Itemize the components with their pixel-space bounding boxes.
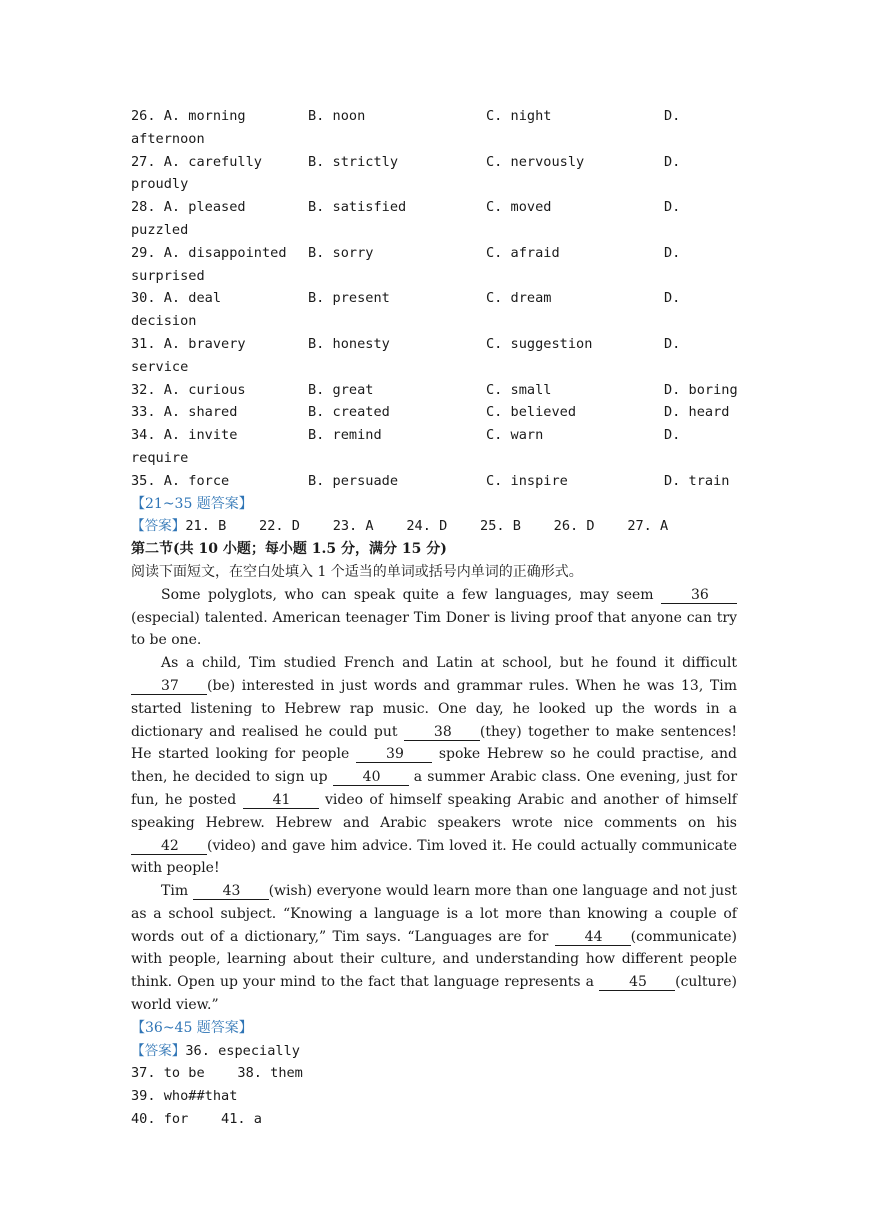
option-c: C. afraid <box>486 244 560 261</box>
blank-40[interactable]: 40 <box>333 769 409 786</box>
answer-header-36-45: 【36~45 题答案】 <box>131 1019 253 1036</box>
question-row <box>131 287 737 310</box>
option-a: A. carefully <box>163 153 262 170</box>
document-content <box>131 105 737 1131</box>
question-number-and-option-a <box>131 151 262 174</box>
option-b: B. noon <box>308 108 366 124</box>
answer-line-37-38: 37. to be 38. them <box>131 1065 303 1082</box>
option-b: B. present <box>308 290 390 307</box>
blank-36[interactable]: 36 <box>661 587 737 604</box>
question-number: 35. <box>131 472 156 489</box>
option-d: D. <box>664 335 681 352</box>
passage-text: (they) together to make sentences! He started looking for people <box>131 723 738 763</box>
option-c: C. warn <box>486 427 544 444</box>
answer-label: 【答案】 <box>131 518 186 535</box>
question-number: 30. <box>131 290 156 307</box>
passage-text: Some polyglots, who can speak quite a few languages, may seem <box>161 586 654 603</box>
blank-39[interactable]: 39 <box>356 746 432 763</box>
option-d: D. boring <box>664 381 738 398</box>
option-d: D. <box>664 244 681 261</box>
question-row <box>131 470 737 493</box>
option-d: D. heard <box>664 404 730 421</box>
blank-41[interactable]: 41 <box>243 792 319 809</box>
option-d: D. <box>664 427 681 444</box>
passage-text: a summer Arabic class. One evening, just for fun, he posted <box>131 769 738 808</box>
option-a: A. disappointed <box>163 244 287 261</box>
passage-text: As a child, Tim studied French and Latin at school, but he found it difficult <box>161 655 737 672</box>
question-row <box>131 333 737 356</box>
option-c: C. believed <box>486 404 577 421</box>
option-b: B. persuade <box>308 472 399 489</box>
passage-text: spoke Hebrew so he could practise, and then, he decided to sign up <box>131 746 738 786</box>
blank-37[interactable]: 37 <box>131 678 207 695</box>
question-number-and-option-a <box>131 287 221 310</box>
answer-line-39: 39. who##that <box>131 1088 238 1105</box>
passage-text: (especial) talented. American teenager Tim Doner is living proof that anyone can try to be one. <box>131 609 737 649</box>
option-a: A. curious <box>163 381 246 398</box>
option-c: C. night <box>486 108 552 124</box>
option-a: A. shared <box>163 404 238 421</box>
question-number: 34. <box>131 427 156 444</box>
option-d-wrapped-text: proudly <box>131 176 189 193</box>
option-b: B. honesty <box>308 335 390 352</box>
option-a: A. morning <box>163 108 246 124</box>
passage-paragraph-1 <box>131 584 737 652</box>
option-c: C. dream <box>486 290 552 307</box>
option-a: A. bravery <box>163 335 246 352</box>
option-d: D. <box>664 290 681 307</box>
option-b: B. remind <box>308 427 382 444</box>
blank-42[interactable]: 42 <box>131 838 207 855</box>
question-row <box>131 242 737 265</box>
option-d: D. <box>664 108 681 124</box>
blank-45[interactable]: 45 <box>599 974 675 991</box>
question-row <box>131 196 737 219</box>
passage-text: (wish) everyone would learn more than one language and not just as a school subject. “Knowing a language is a lot more than knowing a couple of words out of a dictionary,” Tim says. “Languages are for <box>131 883 738 945</box>
question-number-and-option-a <box>131 196 246 219</box>
question-number: 29. <box>131 244 156 261</box>
question-number: 31. <box>131 335 156 352</box>
option-c: C. small <box>486 381 552 398</box>
answer-line-40-41: 40. for 41. a <box>131 1111 262 1128</box>
option-d-wrapped-text: decision <box>131 313 197 330</box>
passage-paragraph-3 <box>131 880 737 1017</box>
blank-38[interactable]: 38 <box>404 724 480 741</box>
multiple-choice-list <box>131 105 737 493</box>
question-number: 27. <box>131 153 156 170</box>
option-b: B. strictly <box>308 153 399 170</box>
option-b: B. created <box>308 404 390 421</box>
question-number: 28. <box>131 199 156 216</box>
option-d-wrapped-text: service <box>131 358 189 375</box>
question-number-and-option-a <box>131 470 229 493</box>
question-row <box>131 151 737 174</box>
question-number: 26. <box>131 108 156 124</box>
option-d: D. train <box>664 472 730 489</box>
option-b: B. sorry <box>308 244 374 261</box>
question-row <box>131 105 737 128</box>
option-d-wrapped-text: require <box>131 449 189 466</box>
answer-text: 21. B 22. D 23. A 24. D 25. B 26. D 27. A <box>185 518 669 535</box>
question-number-and-option-a <box>131 401 237 424</box>
passage-text: Tim <box>161 883 189 900</box>
answer-line-36 <box>131 1040 737 1063</box>
passage-text: (communicate) with people, learning about their culture, and understanding how different people think. Open up your mind to the fact that language represents a <box>131 928 738 991</box>
option-d: D. <box>664 199 681 216</box>
passage-text: video of himself speaking Arabic and another of himself speaking Hebrew. Hebrew and Arabic speakers wrote nice comments on his <box>131 791 737 831</box>
question-number-and-option-a <box>131 105 246 128</box>
answer-line-21-35 <box>131 515 737 538</box>
answer-header-21-35: 【21~35 题答案】 <box>131 495 253 512</box>
option-b: B. satisfied <box>308 199 407 216</box>
passage-paragraph-2 <box>131 652 737 880</box>
answer-label: 【答案】 <box>131 1042 186 1059</box>
option-d-wrapped-text: surprised <box>131 267 205 284</box>
question-number: 33. <box>131 404 156 421</box>
option-a: A. invite <box>163 427 238 444</box>
blank-44[interactable]: 44 <box>555 929 631 946</box>
question-number-and-option-a <box>131 242 287 265</box>
passage-text: (culture) world view.” <box>131 974 738 1014</box>
question-row <box>131 379 737 402</box>
option-a: A. pleased <box>163 199 246 216</box>
question-number-and-option-a <box>131 424 237 447</box>
section-instruction: 阅读下面短文，在空白处填入 1 个适当的单词或括号内单词的正确形式。 <box>131 563 583 580</box>
option-c: C. inspire <box>486 472 568 489</box>
option-a: A. force <box>163 472 230 489</box>
option-a: A. deal <box>163 290 222 307</box>
question-row <box>131 424 737 447</box>
option-b: B. great <box>308 381 374 398</box>
option-d-wrapped-text: afternoon <box>131 130 205 147</box>
question-number-and-option-a <box>131 333 246 356</box>
option-d: D. <box>664 153 681 170</box>
question-row <box>131 401 737 424</box>
option-c: C. moved <box>486 199 552 216</box>
option-d-wrapped-text: puzzled <box>131 221 189 238</box>
passage-text: (be) interested in just words and grammar rules. When he was 13, Tim started listening to Hebrew rap music. One day, he looked up the words in a dictionary and realised he could put <box>131 677 737 740</box>
question-number-and-option-a <box>131 379 246 402</box>
section-title: 第二节(共 10 小题；每小题 1.5 分，满分 15 分) <box>131 541 447 558</box>
blank-43[interactable]: 43 <box>193 883 269 900</box>
answer-text: 36. especially <box>185 1042 300 1059</box>
question-number: 32. <box>131 381 156 398</box>
option-c: C. suggestion <box>486 335 593 352</box>
passage-text: (video) and gave him advice. Tim loved it. He could actually communicate with people! <box>131 837 737 877</box>
option-c: C. nervously <box>486 153 585 170</box>
